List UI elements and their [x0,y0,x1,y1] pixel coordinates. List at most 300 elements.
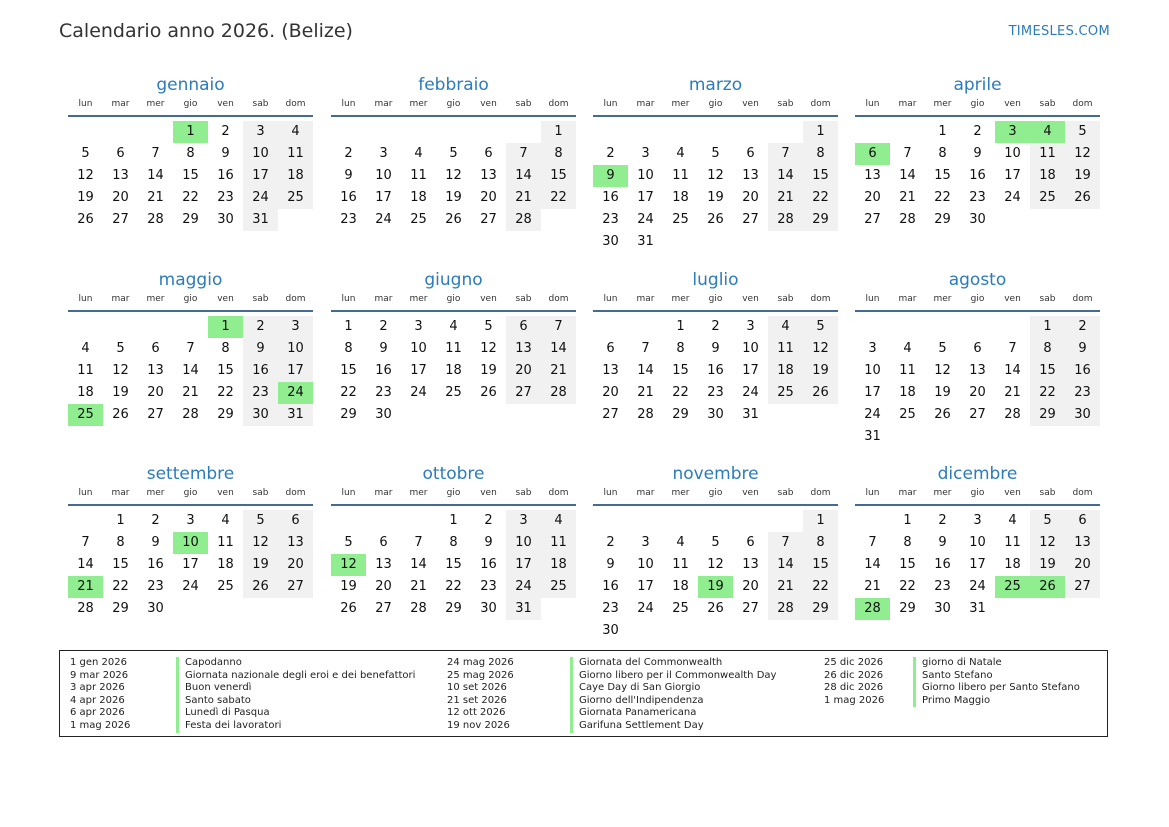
day-cell: 10 [637,168,654,183]
weekday-header [68,294,313,312]
day-cell: 31 [864,429,881,444]
month-agosto [855,270,1100,448]
day-cell: 11 [899,363,916,378]
day-cell: 19 [803,360,838,382]
day-cell: 18 [278,165,313,187]
weekday-label: gio [183,99,198,109]
day-cell: 26 [480,385,497,400]
weekday-label: ven [742,294,759,304]
day-cell: 23 [243,382,278,404]
day-cell: 19 [77,190,94,205]
weekday-header [331,488,576,506]
day-cell: 28 [77,601,94,616]
day-cell: 24 [1004,190,1021,205]
weekday-label: lun [865,488,880,498]
weekday-label: gio [446,294,461,304]
day-cell: 6 [1065,510,1100,532]
empty-cell [628,510,663,532]
day-cell: 20 [506,360,541,382]
weekday-label: lun [865,99,880,109]
day-cell: 8 [1030,338,1065,360]
day-cell: 18 [445,363,462,378]
holiday-list [59,650,1108,737]
weekday-label: dom [285,294,306,304]
weekday-label: mer [409,294,428,304]
holiday-dates-column [447,657,514,733]
day-cell: 25 [410,212,427,227]
day-cell: 12 [934,363,951,378]
day-cell: 30 [602,623,619,638]
page-title: Calendario anno 2026. (Belize) [59,20,353,42]
empty-cell [960,316,995,338]
day-cell: 7 [81,535,90,550]
day-cell: 8 [803,143,838,165]
day-cell: 3 [243,121,278,143]
day-cell: 6 [484,146,493,161]
day-grid [331,316,576,426]
day-cell: 28 [541,382,576,404]
empty-cell [593,316,628,338]
day-cell: 29 [445,601,462,616]
day-cell: 19 [445,190,462,205]
holiday-name: Caye Day di San Giorgio [579,682,701,694]
day-cell: 21 [768,576,803,598]
weekday-header [331,99,576,117]
site-link[interactable]: TIMESLES.COM [1008,24,1110,39]
weekday-label: mar [111,99,130,109]
day-cell: 20 [742,190,759,205]
day-cell: 5 [1065,121,1100,143]
day-cell: 22 [217,385,234,400]
day-cell: 27 [278,576,313,598]
day-cell: 7 [768,143,803,165]
weekday-header [331,294,576,312]
day-cell: 13 [112,168,129,183]
day-cell: 3 [641,146,650,161]
weekday-label: sab [515,99,532,109]
day-cell: 18 [77,385,94,400]
day-cell: 8 [116,535,125,550]
day-cell: 14 [768,554,803,576]
day-cell: 15 [803,165,838,187]
day-cell: 26 [77,212,94,227]
weekday-label: mar [636,99,655,109]
day-cell: 26 [707,212,724,227]
holiday-names-column [913,657,1080,707]
day-cell: 27 [969,407,986,422]
day-cell: 7 [768,532,803,554]
empty-cell [925,316,960,338]
day-cell: 22 [672,385,689,400]
day-cell: 27 [1065,576,1100,598]
day-cell: 29 [182,212,199,227]
day-cell: 23 [1065,382,1100,404]
weekday-label: gio [446,488,461,498]
day-cell: 31 [243,209,278,231]
day-cell: 20 [602,385,619,400]
day-cell: 20 [147,385,164,400]
weekday-label: ven [1004,99,1021,109]
day-cell: 1 [803,510,838,532]
empty-cell [138,316,173,338]
day-cell: 21 [541,360,576,382]
day-cell: 25 [541,576,576,598]
weekday-label: gio [970,294,985,304]
day-cell: 5 [938,341,947,356]
empty-cell [855,316,890,338]
day-cell: 28 [1004,407,1021,422]
day-cell: 7 [151,146,160,161]
day-cell: 6 [379,535,388,550]
weekday-label: sab [777,294,794,304]
day-cell: 20 [864,190,881,205]
day-cell: 19 [707,190,724,205]
day-cell: 23 [340,212,357,227]
holiday-name: Buon venerdì [185,682,252,694]
day-cell: 15 [445,557,462,572]
day-cell: 25 [672,212,689,227]
day-cell: 29 [340,407,357,422]
day-grid [68,316,313,426]
empty-cell [628,121,663,143]
day-cell: 1 [676,319,685,334]
weekday-label: sab [252,99,269,109]
day-cell: 16 [707,363,724,378]
holiday-names-column [176,657,415,733]
day-cell: 12 [445,168,462,183]
day-cell: 30 [707,407,724,422]
day-cell: 29 [803,598,838,620]
day-cell: 3 [868,341,877,356]
day-cell: 19 [1065,165,1100,187]
day-cell: 7 [541,316,576,338]
day-cell: 7 [506,143,541,165]
day-cell: 24 [969,579,986,594]
day-grid [593,121,838,253]
empty-cell [103,121,138,143]
weekday-label: gio [708,488,723,498]
weekday-label: sab [777,488,794,498]
day-cell: 4 [278,121,313,143]
day-cell: 2 [1065,316,1100,338]
day-cell: 17 [1004,168,1021,183]
day-cell: 23 [480,579,497,594]
day-cell: 16 [147,557,164,572]
day-grid [593,316,838,426]
weekday-label: ven [480,488,497,498]
weekday-label: sab [515,294,532,304]
day-cell: 15 [899,557,916,572]
day-cell: 14 [506,165,541,187]
day-cell: 23 [707,385,724,400]
empty-cell [366,121,401,143]
day-cell: 14 [410,557,427,572]
day-cell: 10 [1004,146,1021,161]
day-cell: 28 [768,209,803,231]
weekday-label: dom [285,99,306,109]
day-cell: 21 [147,190,164,205]
day-cell: 31 [637,234,654,249]
day-cell: 5 [484,319,493,334]
weekday-label: sab [1039,488,1056,498]
day-cell: 25 [278,187,313,209]
day-cell: 17 [243,165,278,187]
day-cell: 15 [672,363,689,378]
day-cell: 4 [81,341,90,356]
holiday-name: Giornata del Commonwealth [579,657,723,668]
weekday-label: ven [480,294,497,304]
day-cell: 23 [602,601,619,616]
day-cell: 28 [147,212,164,227]
holiday-date: 3 apr 2026 [70,682,125,694]
day-cell: 14 [637,363,654,378]
day-cell: 5 [449,146,458,161]
empty-cell [855,510,890,532]
day-cell: 22 [1030,382,1065,404]
day-cell: 9 [1065,338,1100,360]
day-cell: 6 [278,510,313,532]
day-cell: 9 [221,146,230,161]
day-cell: 22 [445,579,462,594]
day-grid [855,121,1100,231]
weekday-label: dom [548,294,569,304]
day-grid [331,121,576,231]
day-cell: 31 [506,598,541,620]
day-cell: 25 [672,601,689,616]
empty-cell [331,121,366,143]
day-cell: 22 [182,190,199,205]
day-cell: 27 [864,212,881,227]
empty-cell [855,121,890,143]
weekday-label: mar [898,99,917,109]
holiday-date: 24 mag 2026 [447,657,514,668]
day-grid [593,510,838,642]
weekday-label: dom [1072,488,1093,498]
day-cell: 27 [480,212,497,227]
day-cell: 2 [221,124,230,139]
day-cell: 13 [506,338,541,360]
weekday-label: lun [603,294,618,304]
month-name: settembre [146,464,235,484]
holiday-name: Festa dei lavoratori [185,719,282,731]
holiday-date: 21 set 2026 [447,694,507,706]
day-cell: 7 [868,535,877,550]
day-cell: 2 [484,513,493,528]
day-cell: 11 [410,168,427,183]
empty-cell [663,121,698,143]
weekday-label: lun [341,294,356,304]
day-cell: 12 [243,532,278,554]
day-cell: 18 [1004,557,1021,572]
day-cell: 23 [969,190,986,205]
month-name: novembre [672,464,759,484]
day-cell: 5 [711,535,720,550]
day-cell: 5 [116,341,125,356]
holiday-day: 25 [995,576,1030,598]
weekday-header [68,488,313,506]
day-cell: 13 [742,168,759,183]
day-cell: 5 [243,510,278,532]
day-cell: 7 [641,341,650,356]
holiday-name: Giorno dell'Indipendenza [579,694,704,706]
day-cell: 2 [243,316,278,338]
day-cell: 25 [768,382,803,404]
weekday-label: gio [970,99,985,109]
empty-cell [698,510,733,532]
empty-cell [593,510,628,532]
day-cell: 7 [1008,341,1017,356]
weekday-label: gio [183,488,198,498]
day-cell: 22 [541,187,576,209]
day-cell: 29 [803,209,838,231]
empty-cell [506,121,541,143]
day-cell: 6 [746,146,755,161]
day-cell: 18 [541,554,576,576]
day-cell: 7 [414,535,423,550]
day-cell: 17 [182,557,199,572]
weekday-label: lun [78,99,93,109]
day-cell: 11 [541,532,576,554]
holiday-name: Giorno libero per il Commonwealth Day [579,669,777,681]
day-cell: 30 [243,404,278,426]
holiday-date: 1 gen 2026 [70,657,128,668]
day-cell: 6 [506,316,541,338]
day-cell: 30 [602,234,619,249]
day-cell: 12 [707,557,724,572]
day-cell: 14 [77,557,94,572]
day-cell: 21 [864,579,881,594]
weekday-label: mer [146,488,165,498]
month-name: ottobre [422,464,485,484]
day-cell: 1 [541,121,576,143]
day-cell: 8 [541,143,576,165]
day-cell: 2 [973,124,982,139]
month-name: dicembre [937,464,1018,484]
day-cell: 12 [1065,143,1100,165]
day-cell: 22 [803,576,838,598]
weekday-header [593,99,838,117]
weekday-label: mer [933,99,952,109]
month-name: aprile [953,75,1002,95]
day-cell: 31 [969,601,986,616]
holiday-name: Santo Stefano [922,669,993,681]
day-cell: 16 [243,360,278,382]
day-cell: 25 [217,579,234,594]
weekday-label: mar [374,99,393,109]
day-cell: 15 [1030,360,1065,382]
day-cell: 17 [410,363,427,378]
day-cell: 1 [449,513,458,528]
day-cell: 10 [410,341,427,356]
empty-cell [733,510,768,532]
day-cell: 12 [480,341,497,356]
day-cell: 18 [410,190,427,205]
day-cell: 2 [379,319,388,334]
empty-cell [890,121,925,143]
month-novembre [593,464,838,642]
day-cell: 29 [899,601,916,616]
day-cell: 1 [938,124,947,139]
weekday-label: mer [409,99,428,109]
weekday-label: ven [217,488,234,498]
day-cell: 17 [506,554,541,576]
day-cell: 15 [340,363,357,378]
holiday-day: 1 [208,316,243,338]
day-cell: 24 [243,187,278,209]
day-cell: 9 [973,146,982,161]
weekday-label: ven [217,294,234,304]
day-cell: 24 [637,601,654,616]
day-cell: 2 [606,146,615,161]
holiday-name: Giornata nazionale degli eroi e dei benefattori [185,669,416,681]
day-cell: 17 [375,190,392,205]
weekday-label: gio [708,99,723,109]
holiday-day: 26 [1030,576,1065,598]
day-cell: 9 [711,341,720,356]
empty-cell [471,121,506,143]
weekday-header [593,294,838,312]
day-cell: 11 [1004,535,1021,550]
weekday-label: lun [603,99,618,109]
day-cell: 6 [606,341,615,356]
month-name: agosto [948,270,1007,290]
day-cell: 23 [602,212,619,227]
weekday-label: dom [1072,294,1093,304]
day-cell: 6 [151,341,160,356]
day-cell: 31 [278,404,313,426]
weekday-label: mer [671,294,690,304]
day-cell: 28 [182,407,199,422]
day-grid [331,510,576,620]
day-cell: 31 [742,407,759,422]
holiday-date: 4 apr 2026 [70,694,125,706]
day-cell: 19 [934,385,951,400]
day-cell: 11 [768,338,803,360]
weekday-label: mar [111,488,130,498]
month-febbraio [331,75,576,231]
day-cell: 20 [278,554,313,576]
day-cell: 27 [742,212,759,227]
month-name: maggio [158,270,223,290]
day-cell: 5 [344,535,353,550]
empty-cell [628,316,663,338]
weekday-label: mar [374,488,393,498]
weekday-label: lun [78,294,93,304]
day-cell: 4 [221,513,230,528]
day-cell: 18 [768,360,803,382]
holiday-day: 12 [331,554,366,576]
day-cell: 23 [934,579,951,594]
holiday-day: 9 [593,165,628,187]
day-cell: 3 [278,316,313,338]
holiday-date: 12 ott 2026 [447,707,506,719]
day-cell: 20 [112,190,129,205]
weekday-label: ven [742,99,759,109]
holiday-day: 19 [698,576,733,598]
day-cell: 9 [484,535,493,550]
holiday-date: 28 dic 2026 [824,682,884,694]
holiday-name: Capodanno [185,657,242,668]
day-cell: 27 [112,212,129,227]
weekday-label: dom [1072,99,1093,109]
day-cell: 15 [934,168,951,183]
empty-cell [401,510,436,532]
weekday-label: gio [970,488,985,498]
day-cell: 25 [899,407,916,422]
weekday-label: sab [1039,294,1056,304]
month-giugno [331,270,576,426]
day-cell: 17 [637,579,654,594]
